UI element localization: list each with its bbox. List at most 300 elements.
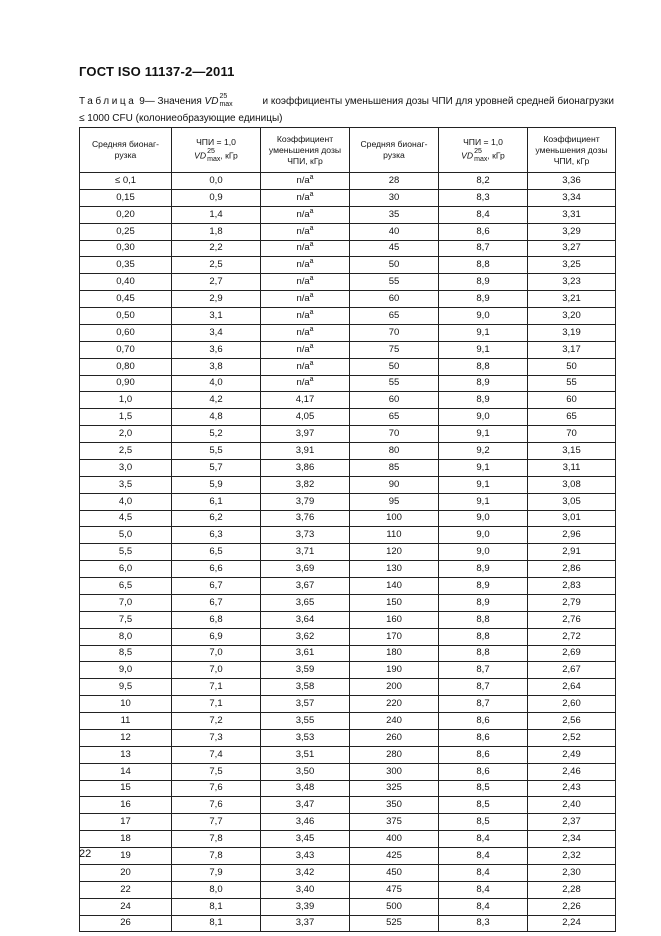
- table-cell: 0,80: [80, 358, 172, 375]
- table-cell: 65: [528, 409, 616, 426]
- table-cell: 6,9: [172, 628, 261, 645]
- table-cell: 2,67: [528, 662, 616, 679]
- table-cell: 4,5: [80, 510, 172, 527]
- table-cell: 70: [528, 426, 616, 443]
- table-row: [80, 510, 616, 527]
- table-cell: 60: [528, 392, 616, 409]
- caption-number: 9: [139, 96, 145, 107]
- table-cell: 14: [80, 763, 172, 780]
- table-cell: 3,62: [261, 628, 350, 645]
- table-cell: 8,5: [439, 780, 528, 797]
- table-cell: 80: [350, 443, 439, 460]
- table-cell: 3,47: [261, 797, 350, 814]
- table-cell: $n/a^a$: [261, 189, 350, 206]
- footnote-mark: a: [309, 376, 314, 384]
- table-cell: 9,0: [439, 527, 528, 544]
- table-cell: 3,73: [261, 527, 350, 544]
- table-cell: 8,9: [439, 561, 528, 578]
- table-cell: 0,70: [80, 341, 172, 358]
- table-cell: 7,3: [172, 729, 261, 746]
- table-cell: 3,65: [261, 594, 350, 611]
- table-cell: $n/a^a$: [261, 206, 350, 223]
- table-cell: 3,0: [80, 459, 172, 476]
- table-cell: 500: [350, 898, 439, 915]
- table-cell: 3,71: [261, 544, 350, 561]
- table-cell: 3,17: [528, 341, 616, 358]
- table-cell: 3,40: [261, 881, 350, 898]
- table-caption: [79, 93, 614, 127]
- table-row: [80, 223, 616, 240]
- caption-text-b: и коэффициенты уменьшения дозы ЧПИ для уровней средней бионагрузки: [262, 96, 614, 107]
- header-spi-right: ЧПИ = 1,0 VD25 max, кГр: [439, 128, 528, 173]
- table-row: [80, 746, 616, 763]
- table-cell: 3,91: [261, 443, 350, 460]
- footnote-mark: a: [309, 291, 314, 299]
- table-cell: 9,0: [80, 662, 172, 679]
- table-cell: 220: [350, 696, 439, 713]
- table-cell: 8,9: [439, 392, 528, 409]
- table-cell: 2,56: [528, 713, 616, 730]
- table-cell: 0,15: [80, 189, 172, 206]
- header-bioburden-left: Средняя бионаг- рузка: [80, 128, 172, 173]
- table-cell: 9,5: [80, 679, 172, 696]
- table-row: [80, 257, 616, 274]
- table-cell: 7,5: [80, 611, 172, 628]
- table-cell: 2,34: [528, 831, 616, 848]
- table-row: [80, 628, 616, 645]
- table-cell: 8,4: [439, 864, 528, 881]
- table-cell: 7,2: [172, 713, 261, 730]
- header-spi-left: ЧПИ = 1,0 VD25 max, кГр: [172, 128, 261, 173]
- table-cell: 8,3: [439, 189, 528, 206]
- caption-label: Таблица: [79, 96, 137, 107]
- table-cell: 8,9: [439, 594, 528, 611]
- table-row: [80, 341, 616, 358]
- table-cell: $n/a^a$: [261, 240, 350, 257]
- table-cell: 50: [350, 358, 439, 375]
- table-cell: 3,05: [528, 493, 616, 510]
- table-cell: 0,0: [172, 173, 261, 190]
- table-cell: 2,30: [528, 864, 616, 881]
- footnote-mark: a: [309, 207, 314, 215]
- table-cell: 6,5: [80, 578, 172, 595]
- table-cell: 9,0: [439, 308, 528, 325]
- table-cell: 65: [350, 409, 439, 426]
- table-row: [80, 426, 616, 443]
- footnote-mark: a: [309, 359, 314, 367]
- table-cell: 4,2: [172, 392, 261, 409]
- table-cell: 3,64: [261, 611, 350, 628]
- table-row: [80, 409, 616, 426]
- table-row: [80, 561, 616, 578]
- table-cell: 0,60: [80, 324, 172, 341]
- table-cell: 8,6: [439, 223, 528, 240]
- table-cell: 3,42: [261, 864, 350, 881]
- table-cell: 60: [350, 392, 439, 409]
- table-cell: 8,9: [439, 274, 528, 291]
- table-cell: 3,51: [261, 746, 350, 763]
- table-cell: $n/a^a$: [261, 173, 350, 190]
- table-cell: 180: [350, 645, 439, 662]
- table-row: [80, 611, 616, 628]
- table-cell: 2,32: [528, 848, 616, 865]
- table-cell: 190: [350, 662, 439, 679]
- table-cell: 450: [350, 864, 439, 881]
- table-cell: 9,1: [439, 426, 528, 443]
- table-cell: 3,8: [172, 358, 261, 375]
- table-cell: 13: [80, 746, 172, 763]
- table-row: [80, 881, 616, 898]
- table-row: [80, 898, 616, 915]
- table-cell: 4,05: [261, 409, 350, 426]
- table-cell: 1,4: [172, 206, 261, 223]
- table-cell: 9,1: [439, 459, 528, 476]
- table-cell: 6,3: [172, 527, 261, 544]
- page-number: 22: [79, 848, 92, 860]
- table-cell: 2,43: [528, 780, 616, 797]
- table-row: [80, 308, 616, 325]
- table-cell: 3,61: [261, 645, 350, 662]
- table-cell: 8,8: [439, 645, 528, 662]
- table-cell: 280: [350, 746, 439, 763]
- table-cell: 55: [528, 375, 616, 392]
- table-cell: 40: [350, 223, 439, 240]
- table-cell: 8,2: [439, 173, 528, 190]
- table-row: [80, 476, 616, 493]
- table-cell: 3,43: [261, 848, 350, 865]
- table-cell: 2,72: [528, 628, 616, 645]
- table-cell: 3,5: [80, 476, 172, 493]
- table-cell: 8,7: [439, 662, 528, 679]
- table-cell: 9,1: [439, 341, 528, 358]
- caption-line2: ≤ 1000 CFU (колониеобразующие единицы): [79, 113, 283, 124]
- table-cell: 2,5: [80, 443, 172, 460]
- table-cell: 2,96: [528, 527, 616, 544]
- table-cell: 160: [350, 611, 439, 628]
- table-cell: 2,5: [172, 257, 261, 274]
- table-cell: 2,60: [528, 696, 616, 713]
- table-cell: 260: [350, 729, 439, 746]
- table-cell: 6,6: [172, 561, 261, 578]
- table-cell: 3,27: [528, 240, 616, 257]
- dose-table: [79, 127, 616, 932]
- table-cell: 70: [350, 324, 439, 341]
- table-header-row: [80, 128, 616, 173]
- table-cell: 2,52: [528, 729, 616, 746]
- table-cell: 8,4: [439, 206, 528, 223]
- table-cell: 2,0: [80, 426, 172, 443]
- table-cell: 3,53: [261, 729, 350, 746]
- table-cell: 3,37: [261, 915, 350, 932]
- table-cell: 12: [80, 729, 172, 746]
- caption-text-a: — Значения: [144, 96, 202, 107]
- table-cell: 90: [350, 476, 439, 493]
- table-cell: 9,0: [439, 544, 528, 561]
- table-cell: 120: [350, 544, 439, 561]
- table-cell: 6,0: [80, 561, 172, 578]
- table-cell: 3,31: [528, 206, 616, 223]
- table-cell: 8,7: [439, 679, 528, 696]
- table-cell: 200: [350, 679, 439, 696]
- table-cell: 2,69: [528, 645, 616, 662]
- table-row: [80, 662, 616, 679]
- table-cell: 7,8: [172, 831, 261, 848]
- table-cell: 9,2: [439, 443, 528, 460]
- table-cell: 240: [350, 713, 439, 730]
- table-cell: 8,7: [439, 240, 528, 257]
- table-row: [80, 578, 616, 595]
- table-row: [80, 544, 616, 561]
- table-cell: 2,49: [528, 746, 616, 763]
- table-cell: 18: [80, 831, 172, 848]
- table-row: [80, 679, 616, 696]
- table-cell: 8,3: [439, 915, 528, 932]
- table-cell: 2,2: [172, 240, 261, 257]
- table-cell: 7,0: [172, 645, 261, 662]
- table-cell: 50: [350, 257, 439, 274]
- table-cell: 8,1: [172, 898, 261, 915]
- table-row: [80, 696, 616, 713]
- table-cell: 8,5: [439, 814, 528, 831]
- table-cell: 1,5: [80, 409, 172, 426]
- table-cell: 7,1: [172, 696, 261, 713]
- table-cell: $n/a^a$: [261, 358, 350, 375]
- table-cell: 300: [350, 763, 439, 780]
- table-row: [80, 831, 616, 848]
- table-cell: 5,7: [172, 459, 261, 476]
- table-cell: 0,45: [80, 291, 172, 308]
- table-cell: 9,1: [439, 476, 528, 493]
- table-cell: 2,40: [528, 797, 616, 814]
- table-cell: 1,8: [172, 223, 261, 240]
- table-cell: 26: [80, 915, 172, 932]
- table-cell: 7,8: [172, 848, 261, 865]
- footnote-mark: a: [309, 190, 314, 198]
- table-cell: 65: [350, 308, 439, 325]
- table-cell: 3,97: [261, 426, 350, 443]
- table-cell: 8,4: [439, 881, 528, 898]
- table-cell: 0,35: [80, 257, 172, 274]
- table-cell: 8,5: [80, 645, 172, 662]
- table-cell: 3,58: [261, 679, 350, 696]
- header-bioburden-right: Средняя бионаг- рузка: [350, 128, 439, 173]
- table-cell: 28: [350, 173, 439, 190]
- table-cell: 2,9: [172, 291, 261, 308]
- table-cell: 9,0: [439, 409, 528, 426]
- table-cell: 3,4: [172, 324, 261, 341]
- table-cell: 9,1: [439, 324, 528, 341]
- table-cell: 525: [350, 915, 439, 932]
- table-cell: 6,1: [172, 493, 261, 510]
- table-cell: 8,8: [439, 257, 528, 274]
- table-cell: 6,8: [172, 611, 261, 628]
- table-cell: 22: [80, 881, 172, 898]
- table-cell: 20: [80, 864, 172, 881]
- table-row: [80, 459, 616, 476]
- footnote-mark: a: [309, 275, 314, 283]
- table-cell: 400: [350, 831, 439, 848]
- footnote-mark: a: [309, 325, 314, 333]
- table-cell: 110: [350, 527, 439, 544]
- table-row: [80, 358, 616, 375]
- table-cell: 0,90: [80, 375, 172, 392]
- table-row: [80, 189, 616, 206]
- table-cell: 8,4: [439, 898, 528, 915]
- table-cell: 10: [80, 696, 172, 713]
- table-cell: $n/a^a$: [261, 324, 350, 341]
- table-cell: 7,9: [172, 864, 261, 881]
- table-cell: 4,17: [261, 392, 350, 409]
- table-cell: 8,1: [172, 915, 261, 932]
- table-cell: $n/a^a$: [261, 308, 350, 325]
- table-cell: 7,6: [172, 780, 261, 797]
- table-cell: 3,57: [261, 696, 350, 713]
- table-cell: 0,50: [80, 308, 172, 325]
- table-cell: 60: [350, 291, 439, 308]
- footnote-mark: a: [309, 241, 314, 249]
- table-cell: $n/a^a$: [261, 375, 350, 392]
- table-row: [80, 594, 616, 611]
- table-cell: 17: [80, 814, 172, 831]
- table-row: [80, 814, 616, 831]
- table-cell: 150: [350, 594, 439, 611]
- table-cell: 3,48: [261, 780, 350, 797]
- table-cell: 4,0: [80, 493, 172, 510]
- table-cell: 95: [350, 493, 439, 510]
- table-cell: 9,0: [439, 510, 528, 527]
- table-cell: 7,1: [172, 679, 261, 696]
- table-cell: 3,08: [528, 476, 616, 493]
- table-cell: 6,2: [172, 510, 261, 527]
- table-cell: 8,6: [439, 729, 528, 746]
- table-cell: 19: [80, 848, 172, 865]
- table-cell: 8,9: [439, 375, 528, 392]
- table-cell: $n/a^a$: [261, 257, 350, 274]
- table-row: [80, 493, 616, 510]
- table-cell: 475: [350, 881, 439, 898]
- table-cell: 375: [350, 814, 439, 831]
- table-cell: 3,36: [528, 173, 616, 190]
- table-cell: 3,21: [528, 291, 616, 308]
- table-row: [80, 780, 616, 797]
- header-coef-left: Коэффициент уменьшения дозы ЧПИ, кГр: [261, 128, 350, 173]
- table-row: [80, 291, 616, 308]
- header-coef-right: Коэффициент уменьшения дозы ЧПИ, кГр: [528, 128, 616, 173]
- table-cell: 7,4: [172, 746, 261, 763]
- table-cell: 3,55: [261, 713, 350, 730]
- table-cell: 130: [350, 561, 439, 578]
- footnote-mark: a: [309, 224, 314, 232]
- table-cell: 8,6: [439, 746, 528, 763]
- table-cell: 3,11: [528, 459, 616, 476]
- table-cell: $n/a^a$: [261, 291, 350, 308]
- table-cell: 5,2: [172, 426, 261, 443]
- table-cell: 5,0: [80, 527, 172, 544]
- footnote-mark: a: [309, 258, 314, 266]
- table-row: [80, 797, 616, 814]
- table-row: [80, 729, 616, 746]
- table-cell: 8,6: [439, 713, 528, 730]
- table-row: [80, 392, 616, 409]
- table-cell: 0,20: [80, 206, 172, 223]
- table-cell: 100: [350, 510, 439, 527]
- table-row: [80, 645, 616, 662]
- table-cell: 2,64: [528, 679, 616, 696]
- footnote-mark: a: [309, 308, 314, 316]
- table-cell: 2,46: [528, 763, 616, 780]
- table-cell: 3,76: [261, 510, 350, 527]
- table-cell: 50: [528, 358, 616, 375]
- table-cell: 350: [350, 797, 439, 814]
- table-cell: 3,01: [528, 510, 616, 527]
- table-cell: 5,9: [172, 476, 261, 493]
- table-row: [80, 864, 616, 881]
- table-cell: 2,26: [528, 898, 616, 915]
- table-cell: 7,5: [172, 763, 261, 780]
- table-cell: 11: [80, 713, 172, 730]
- table-cell: 3,79: [261, 493, 350, 510]
- table-cell: 55: [350, 375, 439, 392]
- table-cell: 3,82: [261, 476, 350, 493]
- table-cell: 8,9: [439, 291, 528, 308]
- table-cell: 8,6: [439, 763, 528, 780]
- table-cell: 2,91: [528, 544, 616, 561]
- table-cell: $n/a^a$: [261, 274, 350, 291]
- table-cell: 6,5: [172, 544, 261, 561]
- table-cell: 7,7: [172, 814, 261, 831]
- table-cell: 3,50: [261, 763, 350, 780]
- footnote-mark: a: [309, 173, 314, 181]
- table-cell: ≤ 0,1: [80, 173, 172, 190]
- table-cell: 325: [350, 780, 439, 797]
- caption-vd-sub: max: [219, 101, 233, 109]
- table-cell: 2,7: [172, 274, 261, 291]
- table-cell: 0,25: [80, 223, 172, 240]
- table-cell: 170: [350, 628, 439, 645]
- table-cell: 3,6: [172, 341, 261, 358]
- table-cell: 85: [350, 459, 439, 476]
- table-cell: 3,39: [261, 898, 350, 915]
- table-cell: 3,46: [261, 814, 350, 831]
- table-cell: 8,5: [439, 797, 528, 814]
- table-cell: 35: [350, 206, 439, 223]
- footnote-mark: a: [309, 342, 314, 350]
- table-cell: 2,28: [528, 881, 616, 898]
- table-cell: 3,23: [528, 274, 616, 291]
- table-cell: 45: [350, 240, 439, 257]
- table-cell: 8,8: [439, 611, 528, 628]
- table-cell: 2,79: [528, 594, 616, 611]
- table-cell: 5,5: [80, 544, 172, 561]
- table-cell: 8,0: [80, 628, 172, 645]
- table-cell: 7,6: [172, 797, 261, 814]
- table-row: [80, 240, 616, 257]
- table-cell: 1,0: [80, 392, 172, 409]
- table-cell: 8,4: [439, 848, 528, 865]
- table-cell: 4,0: [172, 375, 261, 392]
- table-cell: 3,86: [261, 459, 350, 476]
- table-cell: 24: [80, 898, 172, 915]
- table-cell: 3,20: [528, 308, 616, 325]
- table-cell: 8,4: [439, 831, 528, 848]
- table-cell: 2,83: [528, 578, 616, 595]
- table-cell: 2,37: [528, 814, 616, 831]
- table-cell: 425: [350, 848, 439, 865]
- table-cell: 8,8: [439, 628, 528, 645]
- table-cell: 6,7: [172, 594, 261, 611]
- table-cell: 8,9: [439, 578, 528, 595]
- table-cell: 9,1: [439, 493, 528, 510]
